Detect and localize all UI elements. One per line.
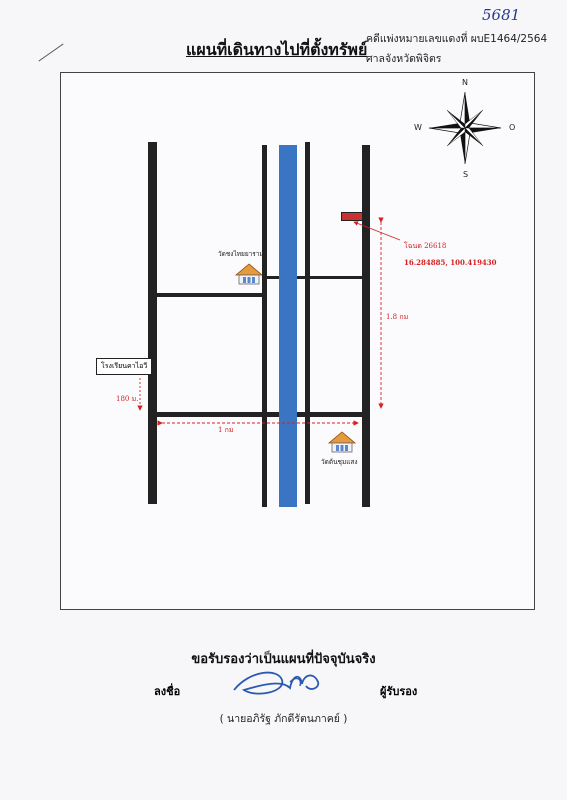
temple-icon [327, 430, 357, 454]
compass-west: W [414, 123, 422, 132]
deed-label: โฉนด 26618 [404, 242, 447, 250]
compass-east: O [509, 123, 516, 132]
page-number: 5681 [482, 6, 521, 24]
court-name: ศาลจังหวัดพิจิตร [366, 53, 442, 65]
signature [230, 662, 340, 704]
signer-role: ผู้รับรอง [380, 685, 418, 698]
distance-school: 180 ม. [116, 395, 139, 403]
compass-north: N [462, 78, 468, 87]
temple-south-label: วัดต้นชุมแสง [321, 458, 358, 466]
sign-label: ลงชื่อ [154, 685, 181, 698]
compass-south: S [463, 170, 469, 179]
temple-north-label: วัดชงไทยยาราม [218, 250, 264, 258]
coordinates: 16.284885, 100.419430 [404, 258, 497, 267]
certification-text: ขอรับรองว่าเป็นแผนที่ปัจจุบันจริง [191, 652, 376, 667]
school-label: โรงเรียนคาไอวี [96, 358, 152, 375]
distance-horizontal: 1 กม [218, 426, 234, 434]
page-title: แผนที่เดินทางไปที่ตั้งทรัพย์ [186, 40, 368, 59]
case-number: คดีแพ่งหมายเลขแดงที่ ผบE1464/2564 [366, 33, 548, 45]
temple-icon [234, 262, 264, 286]
distance-vertical: 1.8 กม [386, 313, 409, 321]
signer-name: ( นายอภิรัฐ ภักดีรัตนภาคย์ ) [219, 713, 348, 725]
